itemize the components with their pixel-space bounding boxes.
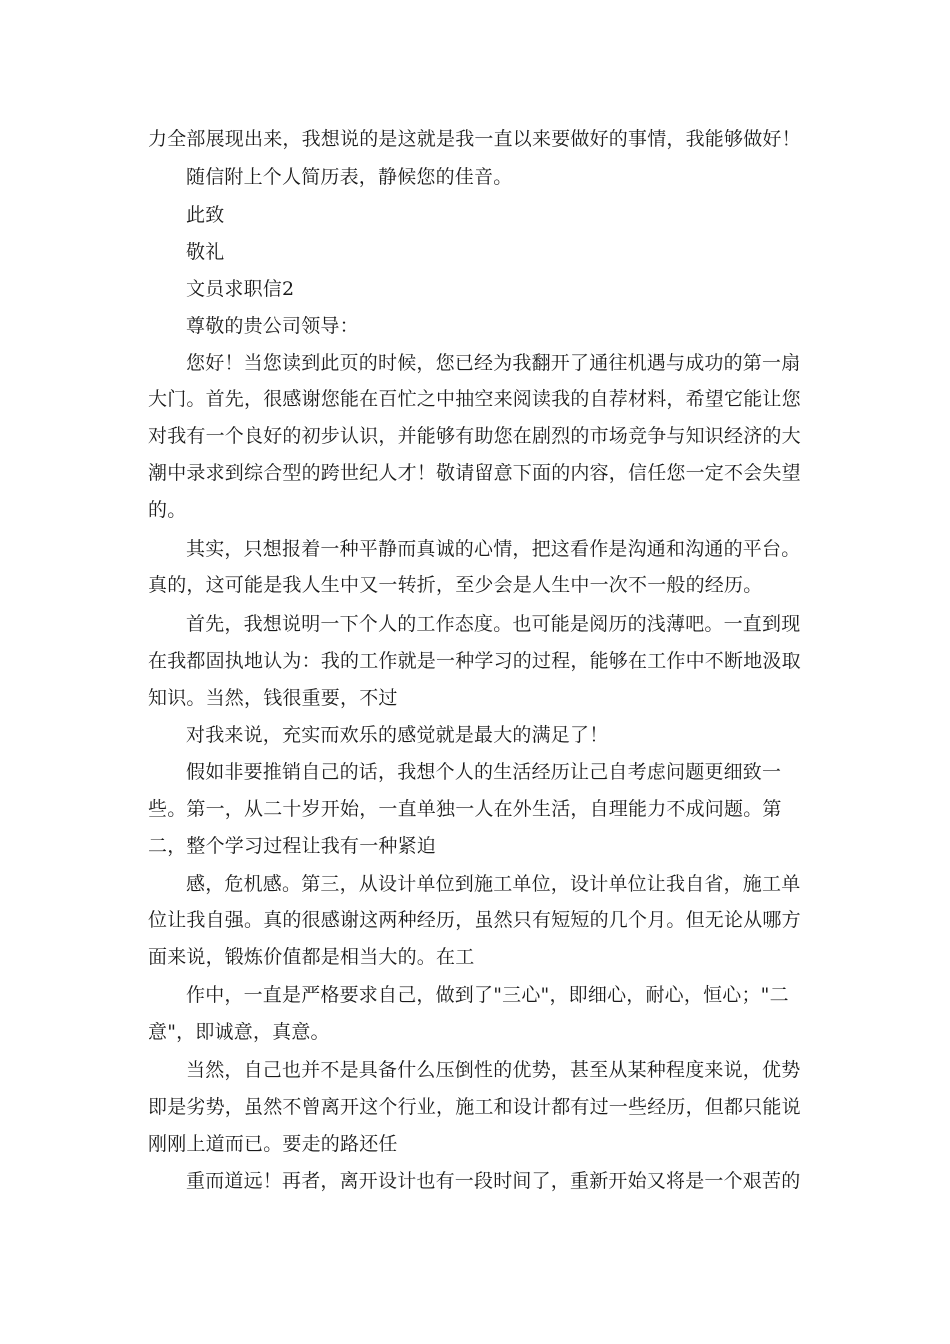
text-line: 首先，我想说明一下个人的工作态度。也可能是阅历的浅薄吧。一直到现 xyxy=(186,613,801,635)
salutation-line: 敬礼 xyxy=(186,241,225,263)
text-line: 即是劣势，虽然不曾离开这个行业，施工和设计都有过一些经历，但都只能说 xyxy=(148,1096,801,1118)
text-line: 知识。当然，钱很重要，不过 xyxy=(148,687,398,709)
text-line: 力全部展现出来，我想说的是这就是我一直以来要做好的事情，我能够做好！ xyxy=(148,128,801,150)
text-line: 二，整个学习过程让我有一种紧迫 xyxy=(148,835,437,857)
text-line: 刚刚上道而已。要走的路还任 xyxy=(148,1133,398,1155)
text-line: 潮中录求到综合型的跨世纪人才！敬请留意下面的内容，信任您一定不会失望 xyxy=(148,462,801,484)
text-line: 真的，这可能是我人生中又一转折，至少会是人生中一次不一般的经历。 xyxy=(148,574,763,596)
text-line: 随信附上个人简历表，静候您的佳音。 xyxy=(186,166,513,188)
text-line: 对我有一个良好的初步认识，并能够有助您在剧烈的市场竞争与知识经济的大 xyxy=(148,425,801,447)
text-line: 面来说，锻炼价值都是相当大的。在工 xyxy=(148,946,475,968)
text-line: 假如非要推销自己的话，我想个人的生活经历让己自考虑问题更细致一 xyxy=(186,761,782,783)
greeting-line: 尊敬的贵公司领导： xyxy=(186,315,359,337)
text-line: 意"，即诚意，真意。 xyxy=(148,1021,330,1043)
text-line: 当然，自己也并不是具备什么压倒性的优势，甚至从某种程度来说，优势 xyxy=(186,1059,801,1081)
text-line: 其实，只想报着一种平静而真诚的心情，把这看作是沟通和沟通的平台。 xyxy=(186,538,801,560)
text-line: 感，危机感。第三，从设计单位到施工单位，设计单位让我自省，施工单 xyxy=(186,873,801,895)
text-line: 作中，一直是严格要求自己，做到了"三心"，即细心，耐心，恒心；"二 xyxy=(186,984,789,1006)
salutation-line: 此致 xyxy=(186,204,225,226)
text-line: 您好！当您读到此页的时候，您已经为我翻开了通往机遇与成功的第一扇 xyxy=(186,352,801,374)
text-line: 的。 xyxy=(148,499,187,521)
text-line: 对我来说，充实而欢乐的感觉就是最大的满足了！ xyxy=(186,724,609,746)
text-line: 在我都固执地认为：我的工作就是一种学习的过程，能够在工作中不断地汲取 xyxy=(148,650,801,672)
text-line: 位让我自强。真的很感谢这两种经历，虽然只有短短的几个月。但无论从哪方 xyxy=(148,909,801,931)
text-line: 些。第一，从二十岁开始，一直单独一人在外生活，自理能力不成问题。第 xyxy=(148,798,782,820)
text-line: 重而道远！再者，离开设计也有一段时间了，重新开始又将是一个艰苦的 xyxy=(186,1170,801,1192)
section-title: 文员求职信2 xyxy=(186,278,295,300)
text-line: 大门。首先，很感谢您能在百忙之中抽空来阅读我的自荐材料，希望它能让您 xyxy=(148,388,801,410)
